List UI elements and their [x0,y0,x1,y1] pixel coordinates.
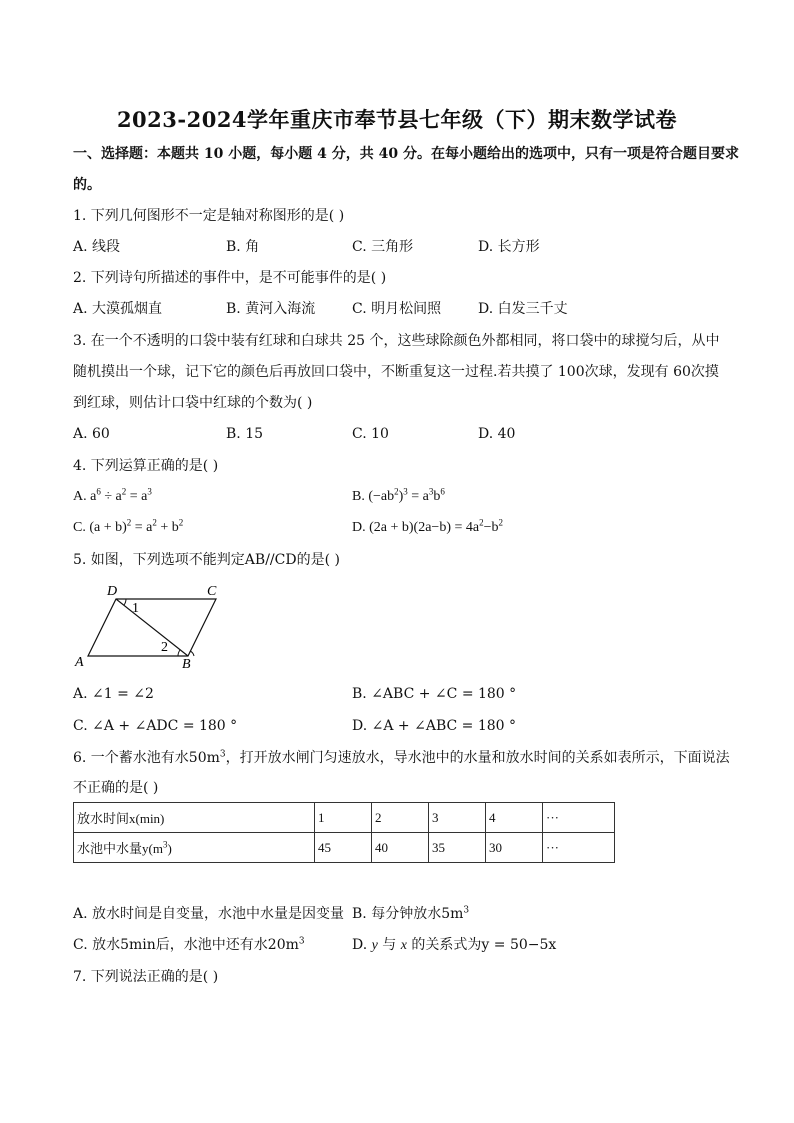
question-6-option-c: C. 放水5min后，水池中还有水$20m^3$ [73,936,305,953]
table-cell: 45 [315,833,372,863]
question-1-option-b: B. 角 [226,239,260,255]
question-1-option-c: C. 三角形 [352,239,414,255]
question-1-option-d: D. 长方形 [478,239,540,255]
table-cell: 1 [315,803,372,833]
question-2-option-c: C. 明月松间照 [352,301,442,317]
table-cell: 水池中水量$y(m^3)$ [74,833,315,863]
question-2-stem: 2. 下列诗句所描述的事件中，是不可能事件的是( ) [73,270,387,286]
section-heading-line2: 的。 [73,177,101,193]
angle-abc-arc [190,651,194,656]
label-d: D [107,584,118,599]
question-2-option-b: B. 黄河入海流 [226,301,316,317]
label-angle-2: 2 [161,640,168,655]
question-3-option-a: A. 60 [73,426,110,442]
diagonal-db [116,599,188,656]
table-cell: 3 [429,803,486,833]
question-5-stem: 5. 如图，下列选项不能判定AB//CD的是( ) [73,552,340,568]
table-cell: 4 [486,803,543,833]
question-7-stem: 7. 下列说法正确的是( ) [73,969,219,985]
table-cell: ··· [543,833,615,863]
question-6-line-2: 不正确的是( ) [73,780,159,796]
question-4-option-d: D. $(2a + b)(2a-b) = 4a^2-b^2$ [352,517,503,535]
question-1-option-a: A. 线段 [73,239,121,255]
question-3-line-2: 随机摸出一个球，记下它的颜色后再放回口袋中，不断重复这一过程.若共摸了 100次球，发现有 60次摸 [73,364,719,380]
label-angle-1: 1 [132,601,139,616]
angle-1-arc [124,599,126,605]
parallelogram-figure [70,580,230,672]
label-a: A [75,655,84,670]
label-c: C [207,584,217,599]
table-row [74,833,615,863]
question-3-line-1: 3. 在一个不透明的口袋中装有红球和白球共 25 个，这些球除颜色外都相同，将口袋中的球搅匀后，从中 [73,333,720,349]
angle-2-arc [178,650,180,656]
table-cell: 放水时间x(min) [74,803,315,833]
water-table [73,802,615,863]
question-2-option-d: D. 白发三千丈 [478,301,568,317]
question-2-option-a: A. 大漠孤烟直 [73,301,163,317]
label-b: B [182,657,191,672]
question-4-option-a: A. $a^6 \div a^2 = a^3$ [73,486,152,504]
question-6-option-b: B. 每分钟放水$5m^3$ [352,905,470,922]
question-6-option-a: A. 放水时间是自变量，水池中水量是因变量 [73,906,345,922]
table-row [74,803,615,833]
question-4-option-c: C. $(a + b)^2 = a^2 + b^2$ [73,517,184,535]
question-3-option-d: D. 40 [478,426,516,442]
question-5-option-b: B. ∠ABC + ∠C = 180 ° [352,686,517,702]
question-6-option-d: D. y 与 x 的关系式为y = 50−5x [352,937,557,953]
question-5-option-c: C. ∠A + ∠ADC = 180 ° [73,718,238,734]
question-6-line-1: 6. 一个蓄水池有水$50m^3$，打开放水闸门匀速放水，导水池中的水量和放水时间的关系如表所示，下面说法 [73,749,730,766]
question-3-option-b: B. 15 [226,426,264,442]
question-5-option-d: D. ∠A + ∠ABC = 180 ° [352,718,517,734]
table-cell: 30 [486,833,543,863]
question-4-option-b: B. $(-ab^2)^3 = a^3b^6$ [352,486,445,504]
question-3-line-3: 到红球，则估计口袋中红球的个数为( ) [73,395,313,411]
page-title: 2023-2024学年重庆市奉节县七年级（下）期末数学试卷 [116,107,678,132]
table-cell: 35 [429,833,486,863]
question-5-option-a: A. ∠1 = ∠2 [73,686,154,702]
question-3-option-c: C. 10 [352,426,389,442]
section-heading-line1: 一、选择题：本题共 10 小题，每小题 4 分，共 40 分。在每小题给出的选项中，只有一项是符合题目要求 [73,146,739,162]
table-cell: ··· [543,803,615,833]
question-4-stem: 4. 下列运算正确的是( ) [73,458,219,474]
question-1-stem: 1. 下列几何图形不一定是轴对称图形的是( ) [73,208,345,224]
table-cell: 2 [372,803,429,833]
table-cell: 40 [372,833,429,863]
